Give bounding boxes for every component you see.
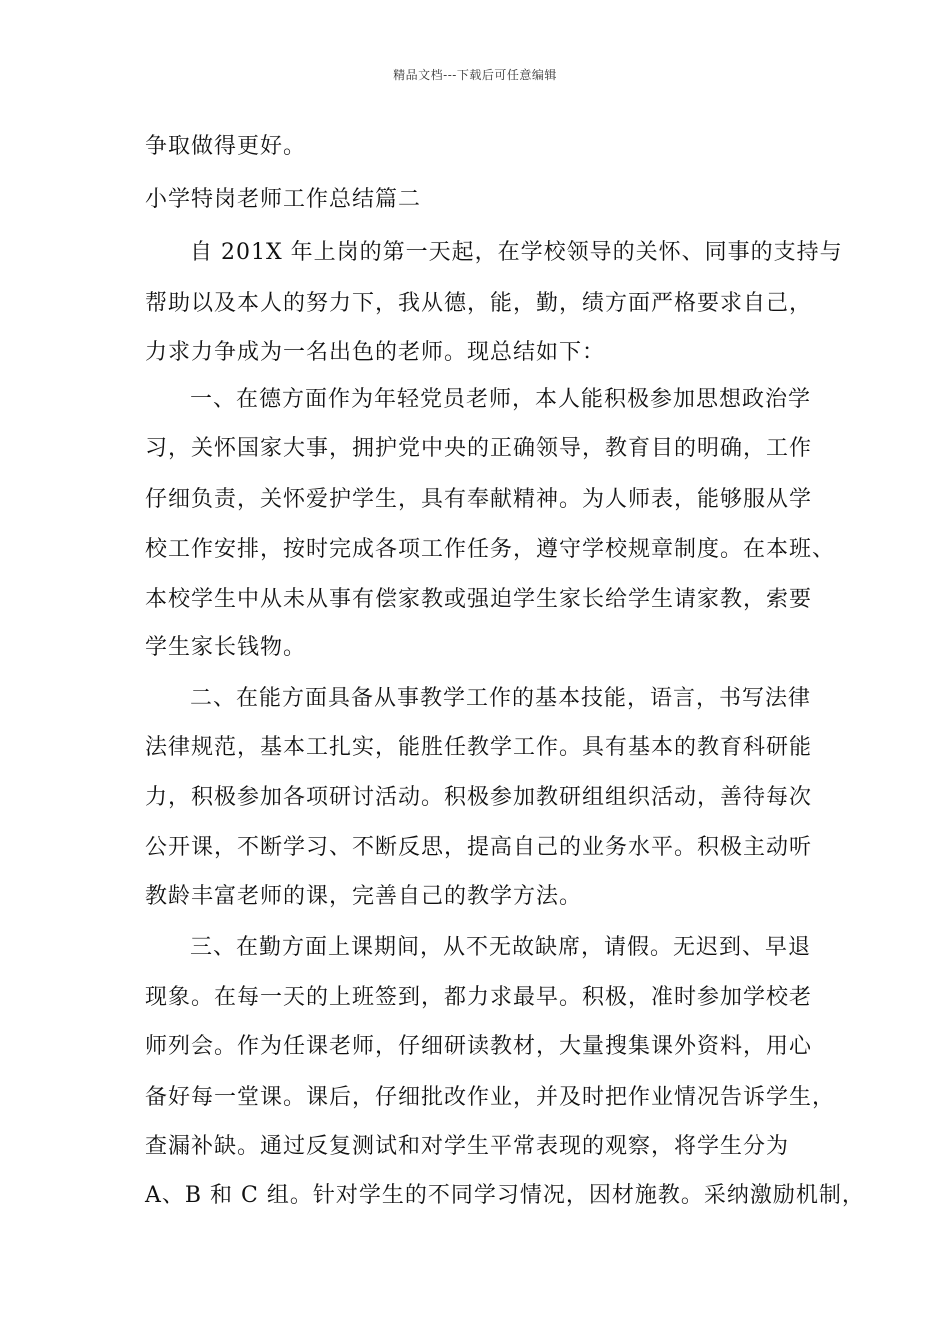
text-line: 学生家长钱物。: [145, 635, 307, 660]
text-line: A、B 和 C 组。针对学生的不同学习情况，因材施教。采纳激励机制，: [145, 1183, 865, 1208]
text-line: 争取做得更好。: [145, 134, 307, 159]
text-line: 校工作安排，按时完成各项工作任务，遵守学校规章制度。在本班、: [145, 537, 836, 562]
text-line: 法律规范，基本工扎实，能胜任教学工作。具有基本的教育科研能: [145, 735, 813, 760]
text-line: 仔细负责，关怀爱护学生，具有奉献精神。为人师表，能够服从学: [145, 487, 813, 512]
text-line: 查漏补缺。通过反复测试和对学生平常表现的观察，将学生分为: [145, 1134, 790, 1159]
text-line: 一、在德方面作为年轻党员老师，本人能积极参加思想政治学: [190, 387, 812, 412]
text-line: 自 201X 年上岗的第一天起，在学校领导的关怀、同事的支持与: [190, 240, 843, 265]
text-line: 教龄丰富老师的课，完善自己的教学方法。: [145, 884, 583, 909]
text-line: 力，积极参加各项研讨活动。积极参加教研组组织活动，善待每次: [145, 785, 813, 810]
text-line: 帮助以及本人的努力下，我从德，能，勤，绩方面严格要求自己，: [145, 291, 813, 316]
text-line: 本校学生中从未从事有偿家教或强迫学生家长给学生请家教，索要: [145, 587, 813, 612]
text-line: 三、在勤方面上课期间，从不无故缺席，请假。无迟到、早退: [190, 935, 812, 960]
text-line: 习，关怀国家大事，拥护党中央的正确领导，教育目的明确，工作: [145, 436, 813, 461]
text-line: 公开课，不断学习、不断反思，提高自己的业务水平。积极主动听: [145, 835, 813, 860]
text-line: 备好每一堂课。课后，仔细批改作业，并及时把作业情况告诉学生，: [145, 1085, 836, 1110]
section-title: 小学特岗老师工作总结篇二: [145, 187, 422, 212]
text-line: 二、在能方面具备从事教学工作的基本技能，语言，书写法律: [190, 686, 812, 711]
text-line: 现象。在每一天的上班签到，都力求最早。积极，准时参加学校老: [145, 985, 813, 1010]
text-line: 师列会。作为任课老师，仔细研读教材，大量搜集课外资料，用心: [145, 1034, 813, 1059]
page-header: 精品文档---下载后可任意编辑: [393, 68, 557, 82]
text-line: 力求力争成为一名出色的老师。现总结如下：: [145, 340, 606, 365]
